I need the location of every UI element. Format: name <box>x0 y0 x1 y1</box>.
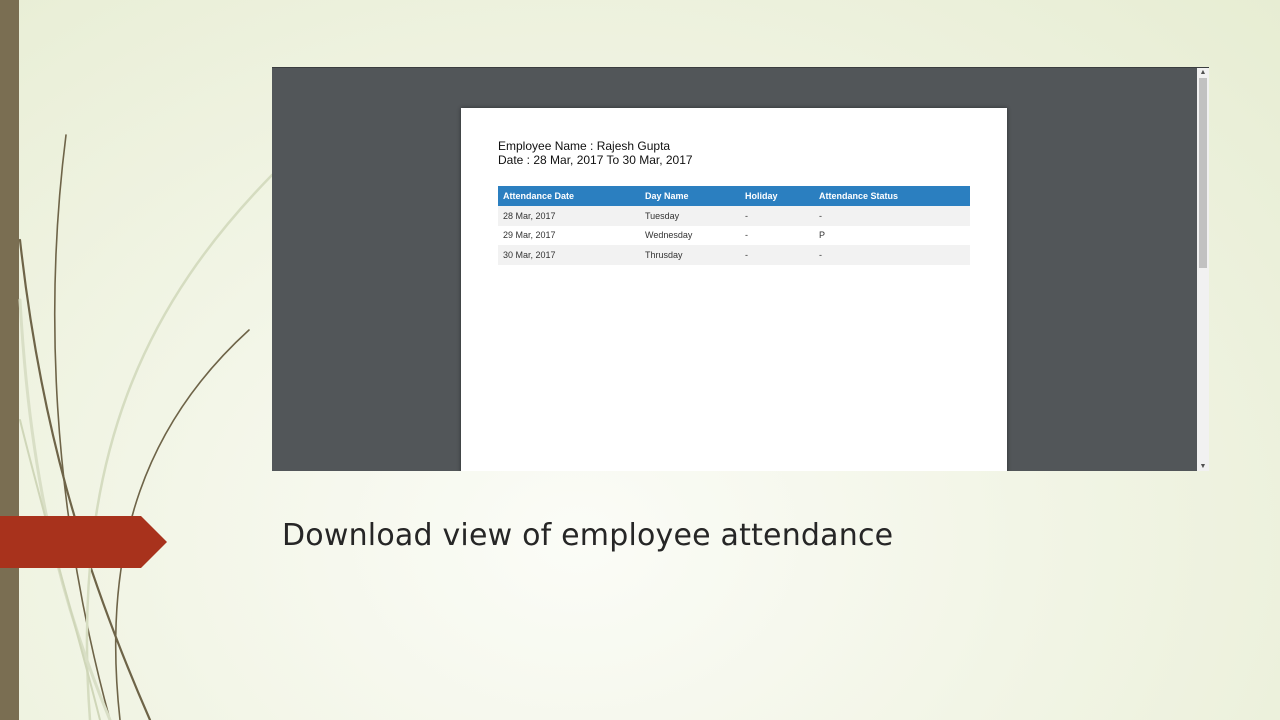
scroll-thumb[interactable] <box>1199 78 1207 268</box>
cell-holiday: - <box>740 245 814 265</box>
cell-status: P <box>814 226 970 246</box>
table-row <box>498 245 970 265</box>
col-attendance-status: Attendance Status <box>814 186 970 206</box>
vertical-scrollbar[interactable] <box>1197 68 1209 471</box>
report-page <box>461 108 1007 471</box>
attendance-table <box>498 186 970 265</box>
cell-date: 28 Mar, 2017 <box>498 206 640 226</box>
cell-day: Wednesday <box>640 226 740 246</box>
cell-holiday: - <box>740 226 814 246</box>
cell-status: - <box>814 245 970 265</box>
employee-name-line: Employee Name : Rajesh Gupta <box>498 139 671 153</box>
report-header <box>498 139 693 167</box>
scroll-down-arrow-icon[interactable]: ▼ <box>1199 463 1207 470</box>
slide-title: Download view of employee attendance <box>282 518 894 553</box>
cell-date: 30 Mar, 2017 <box>498 245 640 265</box>
cell-day: Thrusday <box>640 245 740 265</box>
cell-holiday: - <box>740 206 814 226</box>
red-arrow-tab <box>0 516 167 568</box>
cell-day: Tuesday <box>640 206 740 226</box>
col-holiday: Holiday <box>740 186 814 206</box>
col-attendance-date: Attendance Date <box>498 186 640 206</box>
scroll-up-arrow-icon[interactable]: ▲ <box>1199 69 1207 76</box>
cell-status: - <box>814 206 970 226</box>
table-row <box>498 206 970 226</box>
pdf-viewer-screenshot <box>272 67 1209 471</box>
col-day-name: Day Name <box>640 186 740 206</box>
cell-date: 29 Mar, 2017 <box>498 226 640 246</box>
table-header-row <box>498 186 970 206</box>
date-range-line: Date : 28 Mar, 2017 To 30 Mar, 2017 <box>498 153 693 167</box>
table-row <box>498 226 970 246</box>
